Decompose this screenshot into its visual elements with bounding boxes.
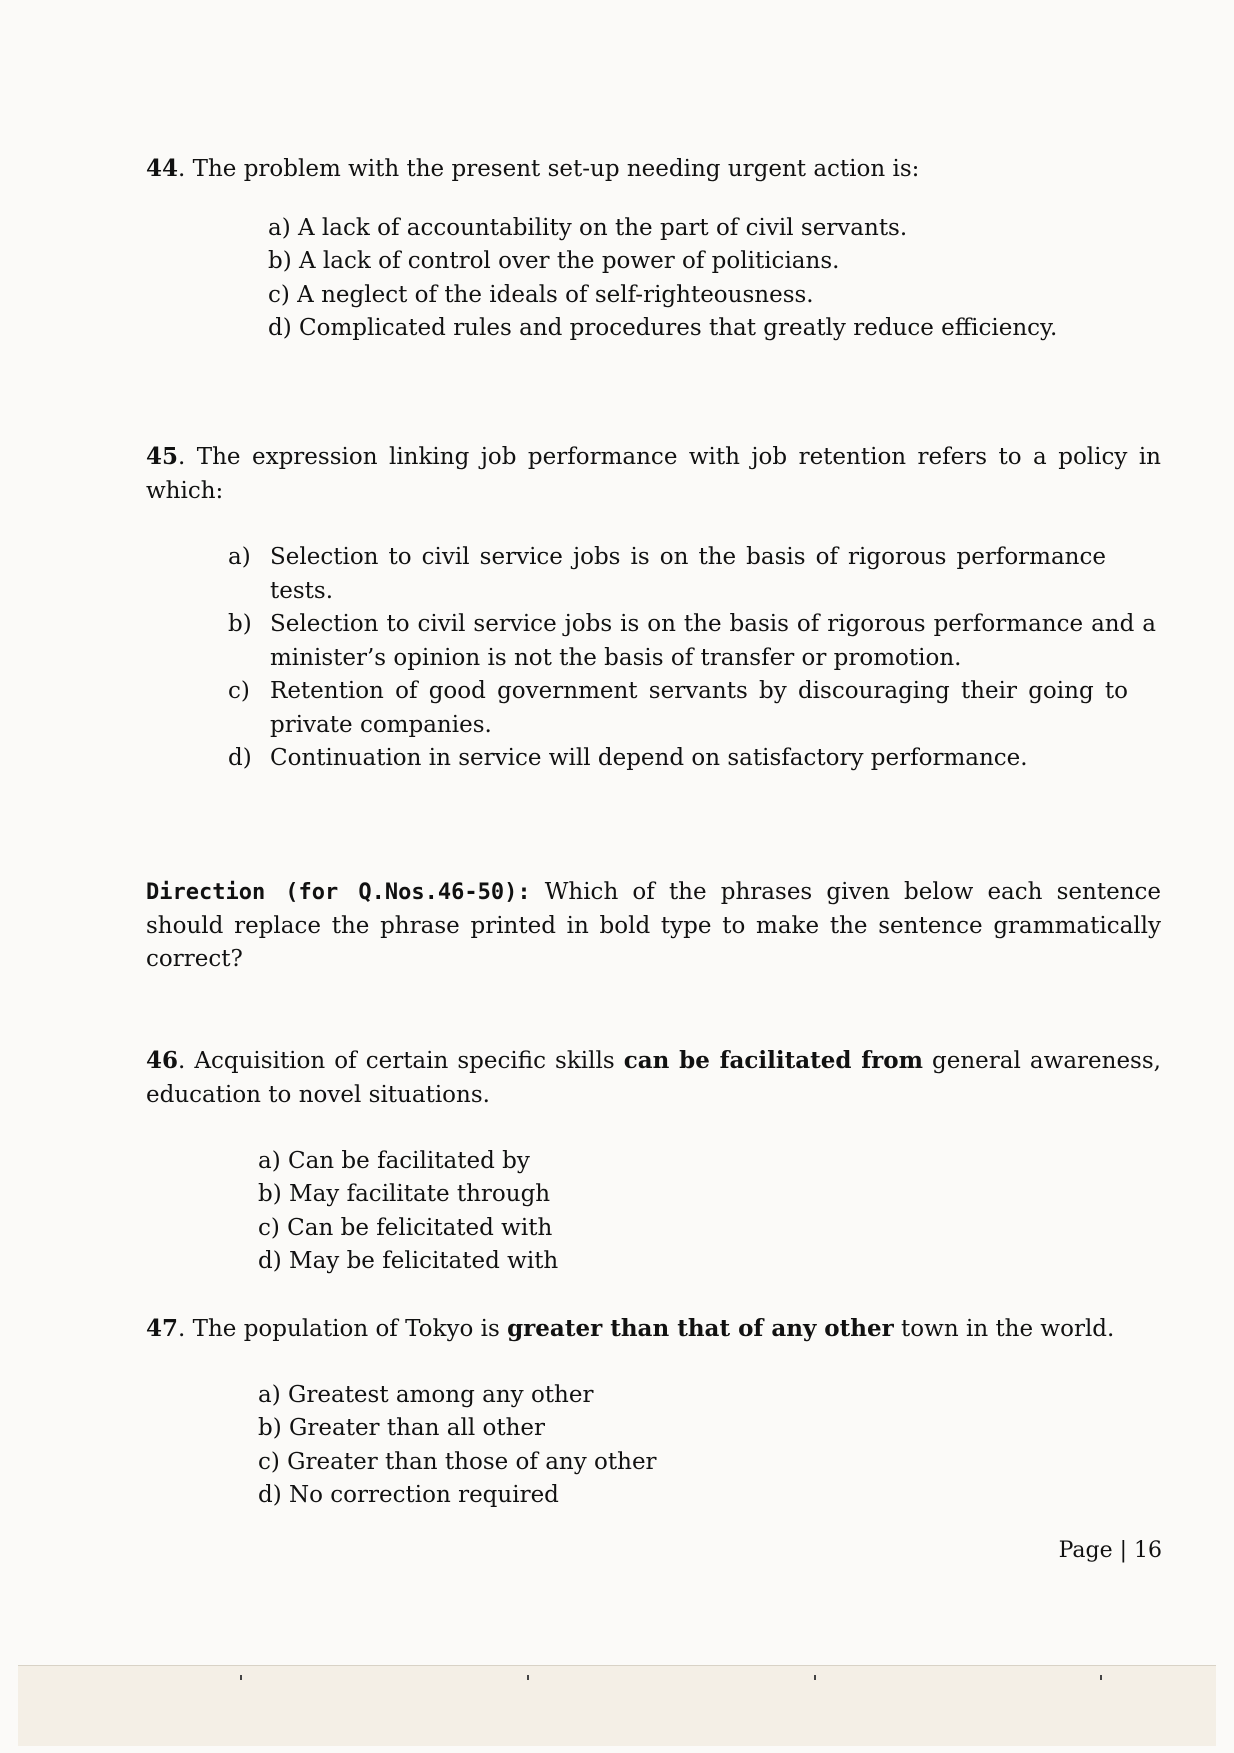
question-stem-line-1: 45. The expression linking job performance with job retention refers to a policy in	[146, 443, 1161, 470]
question-stem-after: general awareness, education to novel situations.	[146, 1048, 1161, 1108]
option-text: No correction required	[289, 1482, 559, 1508]
question-number: 47	[146, 1315, 179, 1342]
option-text: Greater than all other	[289, 1415, 546, 1441]
option-letter: d)	[258, 1482, 282, 1508]
option-letter: c)	[258, 1449, 280, 1475]
option-text: Can be felicitated with	[287, 1215, 553, 1241]
question-stem-line-2: which:	[146, 477, 224, 504]
option-text: Continuation in service will depend on satisfactory performance.	[270, 745, 1028, 771]
option-letter: a)	[258, 1382, 281, 1408]
question-stem-before: . The population of Tokyo is	[178, 1316, 508, 1342]
question-number: 44	[146, 155, 179, 182]
option-text: Complicated rules and procedures that greatly reduce efficiency.	[299, 315, 1058, 341]
option-text: Retention of good government servants by discouraging their going to private companies.	[270, 678, 1128, 738]
question-47-option-a[interactable]	[258, 1379, 593, 1413]
question-47	[146, 1312, 1161, 1347]
question-45-option-d[interactable]	[228, 742, 1156, 776]
option-text: A lack of control over the power of politicians.	[299, 248, 840, 274]
question-44-option-c[interactable]	[268, 279, 814, 313]
question-45-option-c[interactable]	[228, 675, 1128, 742]
option-letter: b)	[268, 248, 292, 274]
option-text: Selection to civil service jobs is on the basis of rigorous performance tests.	[270, 544, 1106, 604]
punch-mark	[814, 1675, 816, 1680]
bold-phrase: can be facilitated from	[623, 1047, 923, 1074]
question-44-option-b[interactable]	[268, 245, 839, 279]
option-text: Greater than those of any other	[287, 1449, 657, 1475]
option-text: A neglect of the ideals of self-righteousness.	[297, 282, 814, 308]
punch-mark	[1100, 1675, 1102, 1680]
question-46-option-d[interactable]	[258, 1245, 558, 1279]
option-letter: b)	[228, 611, 252, 637]
question-46-option-b[interactable]	[258, 1178, 550, 1212]
option-letter: a)	[228, 544, 251, 570]
question-47-option-b[interactable]	[258, 1412, 545, 1446]
question-47-option-d[interactable]	[258, 1479, 559, 1513]
question-45	[146, 440, 1161, 508]
direction-label: Direction (for Q.Nos.46-50):	[146, 880, 531, 905]
option-letter: a)	[258, 1148, 281, 1174]
question-44	[146, 152, 1161, 187]
page-number: Page | 16	[1058, 1538, 1162, 1563]
bold-phrase: greater than that of any other	[507, 1315, 894, 1342]
question-47-option-c[interactable]	[258, 1446, 657, 1480]
question-44-option-a[interactable]	[268, 212, 907, 246]
option-letter: d)	[268, 315, 292, 341]
option-text: May be felicitated with	[289, 1248, 559, 1274]
question-number: 46	[146, 1047, 179, 1074]
question-stem: . The problem with the present set-up needing urgent action is:	[178, 156, 920, 182]
question-46	[146, 1044, 1161, 1112]
question-45-option-b[interactable]	[228, 608, 1156, 675]
option-text: May facilitate through	[289, 1181, 551, 1207]
bottom-margin-band	[18, 1665, 1216, 1746]
option-letter: d)	[228, 745, 252, 771]
question-number: 45	[146, 443, 179, 470]
question-stem-after: town in the world.	[893, 1316, 1115, 1342]
direction-text: Which of the phrases given below each sentence should replace the phrase printed in bold type to make the sentence grammatically correct?	[146, 879, 1162, 972]
direction-block	[146, 876, 1161, 977]
option-letter: b)	[258, 1415, 282, 1441]
option-letter: a)	[268, 215, 291, 241]
question-44-option-d[interactable]	[268, 312, 1057, 346]
option-letter: c)	[268, 282, 290, 308]
option-letter: d)	[258, 1248, 282, 1274]
option-text: A lack of accountability on the part of civil servants.	[298, 215, 908, 241]
punch-mark	[240, 1675, 242, 1680]
question-46-option-c[interactable]	[258, 1212, 552, 1246]
option-letter: b)	[258, 1181, 282, 1207]
option-letter: c)	[258, 1215, 280, 1241]
question-stem-before: . Acquisition of certain specific skills	[178, 1048, 624, 1074]
question-46-option-a[interactable]	[258, 1145, 530, 1179]
question-45-option-a[interactable]	[228, 541, 1106, 608]
option-text: Can be facilitated by	[288, 1148, 530, 1174]
punch-mark	[527, 1675, 529, 1680]
option-text: Greatest among any other	[288, 1382, 594, 1408]
option-text: Selection to civil service jobs is on the basis of rigorous performance and a minister’s opinion is not the basis of transfer or promotion.	[270, 611, 1156, 671]
option-letter: c)	[228, 678, 250, 704]
